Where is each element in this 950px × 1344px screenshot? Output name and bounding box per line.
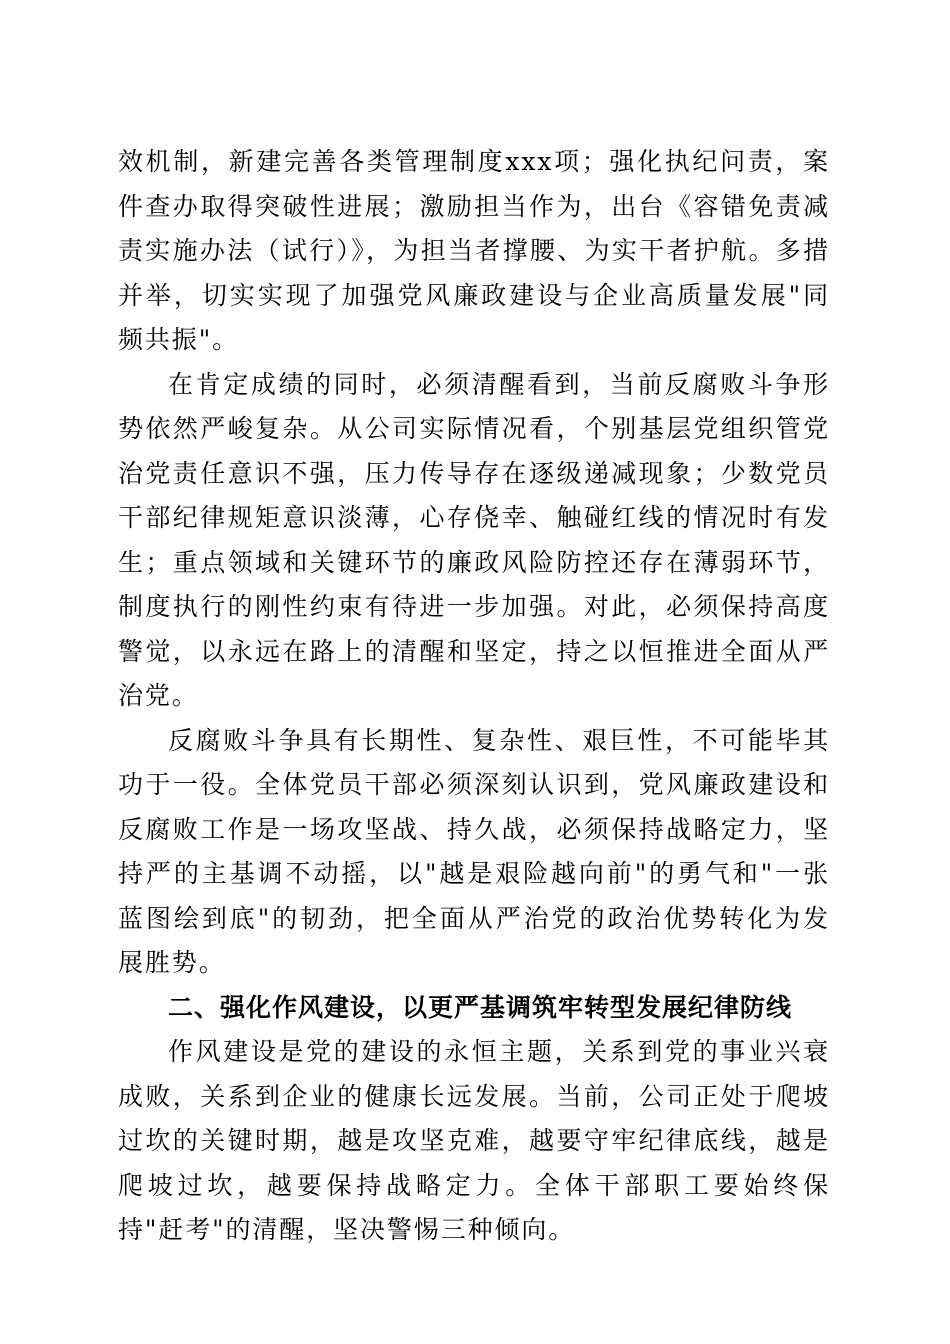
section-heading: 二、强化作风建设，以更严基调筑牢转型发展纪律防线 <box>168 992 793 1022</box>
paragraph-anti-corruption-situation: 在肯定成绩的同时，必须清醒看到，当前反腐败斗争形势依然严峻复杂。从公司实际情况看，个别基层党组织管党治党责任意识不强，压力传导存在逐级递减现象；少数党员干部纪律规矩意识淡薄，心存侥幸、触碰红线的情况时有发生；重点领域和关键环节的廉政风险防控还存在薄弱环节，制度执行的刚性约束有待进一步加强。对此，必须保持高度警觉，以永远在路上的清醒和坚定，持之以恒推进全面从严治党。 <box>118 369 830 710</box>
paragraph-work-style: 作风建设是党的建设的永恒主题，关系到党的事业兴衰成败，关系到企业的健康长远发展。当前，公司正处于爬坡过坎的关键时期，越是攻坚克难，越要守牢纪律底线，越是爬坡过坎，越要保持战略定力。全体干部职工要始终保持"赶考"的清醒，坚决警惕三种倾向。 <box>118 1037 830 1244</box>
paragraph-long-term-struggle: 反腐败斗争具有长期性、复杂性、艰巨性，不可能毕其功于一役。全体党员干部必须深刻认识到，党风廉政建设和反腐败工作是一场攻坚战、持久战，必须保持战略定力，坚持严的主基调不动摇，以"越是艰险越向前"的勇气和"一张蓝图绘到底"的韧劲，把全面从严治党的政治优势转化为发展胜势。 <box>118 725 830 977</box>
paragraph-continuation: 效机制，新建完善各类管理制度xxx项；强化执纪问责，案件查办取得突破性进展；激励担当作为，出台《容错免责减责实施办法（试行）》，为担当者撑腰、为实干者护航。多措并举，切实实现了加强党风廉政建设与企业高质量发展"同频共振"。 <box>118 147 830 354</box>
document-page <box>118 140 830 1253</box>
